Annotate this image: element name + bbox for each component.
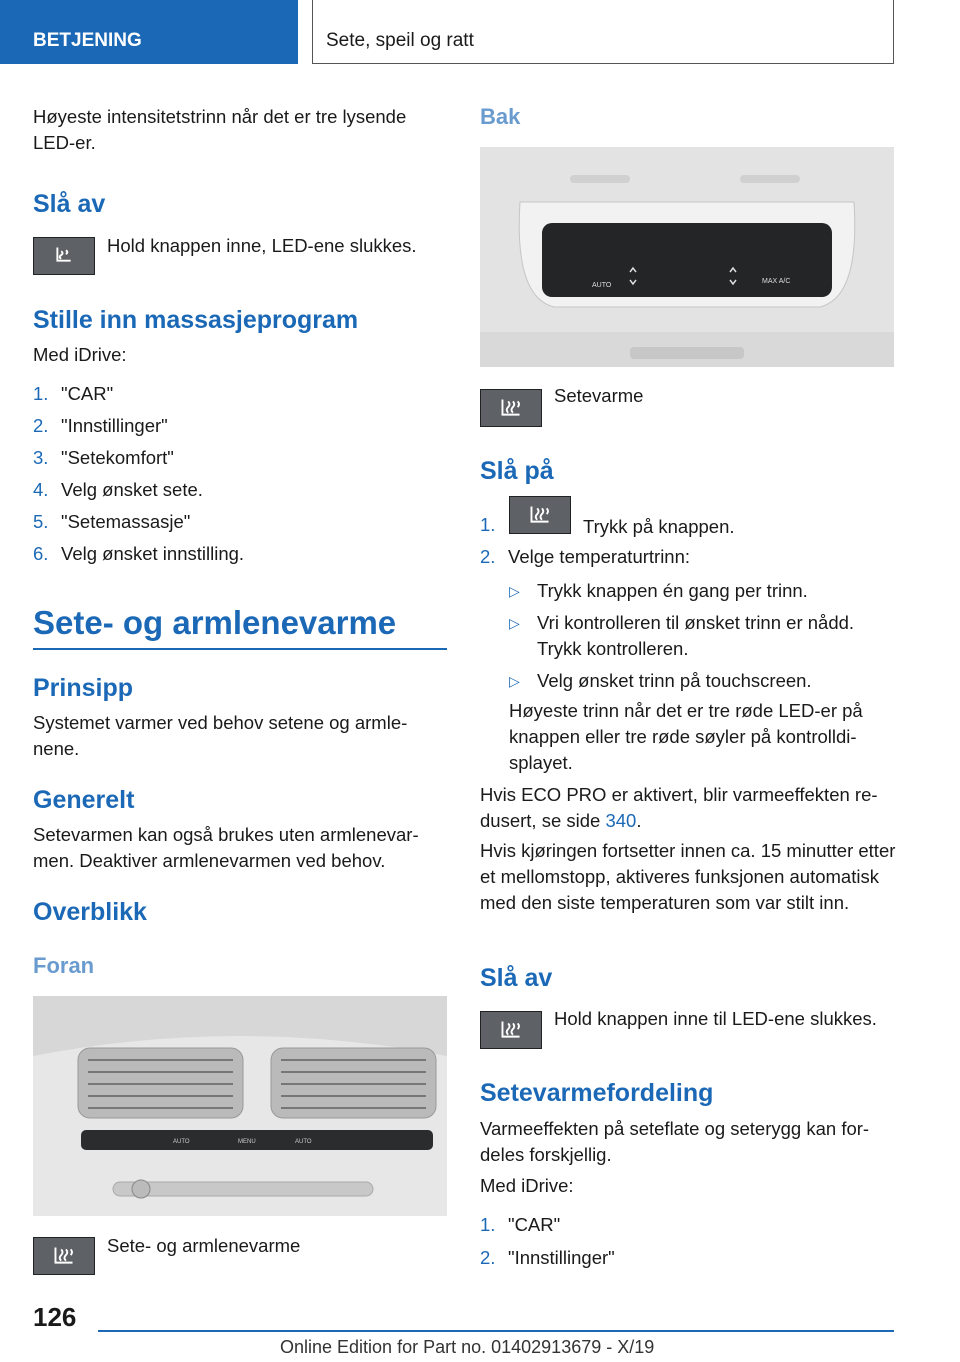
general-heading: Generelt — [33, 786, 135, 814]
rear-console-photo — [480, 147, 894, 367]
rear-caption: Setevarme — [554, 385, 644, 406]
list-item: 1. "CAR" — [33, 383, 114, 404]
front-auto-label-2: AUTO — [295, 1139, 312, 1145]
list-item: 4. Velg ønsket sete. — [33, 479, 203, 500]
on-bullets — [509, 578, 894, 694]
on-step-1: 1. — [480, 514, 496, 535]
seat-heating-button-icon — [33, 1237, 95, 1275]
front-heading: Foran — [33, 953, 95, 978]
list-item: 2. "Innstillinger" — [33, 415, 168, 436]
right-off-text: Hold knappen inne til LED-ene slukkes. — [554, 1008, 877, 1029]
front-auto-label-1: AUTO — [173, 1139, 190, 1145]
on-step-2: 2. Velge temperaturtrinn: — [480, 546, 691, 567]
section-title: Sete- og armlenevarme — [33, 604, 397, 641]
list-item: 3. "Setekomfort" — [33, 447, 174, 468]
rear-max-label: MAX A/C — [762, 278, 791, 285]
on-heading: Slå på — [480, 457, 554, 485]
massage-heading: Stille inn massasjeprogram — [33, 306, 359, 334]
general-text: Setevarmen kan også brukes uten armlenevarmen. Deaktiver armlenevarmen ved behov. — [33, 824, 419, 871]
front-caption: Sete- og armlenevarme — [107, 1235, 301, 1256]
chapter-tab — [312, 0, 894, 64]
rear-heading: Bak — [480, 104, 521, 129]
principle-text: Systemet varmer ved behov setene og armlenene. — [33, 712, 408, 759]
on-step-1-text: Trykk på knappen. — [583, 516, 735, 537]
seat-massage-button-icon — [33, 237, 95, 275]
dist-text: Varmeeffekten på seteflate og seterygg kan fordeles forskjellig. — [480, 1118, 870, 1165]
front-menu-label: MENU — [238, 1139, 256, 1145]
dist-intro: Med iDrive: — [480, 1175, 574, 1196]
eco-text: Hvis ECO PRO er aktivert, blir varmeeffekten redusert, se side 340. — [480, 784, 878, 831]
chapter-label: Sete, speil og ratt — [326, 30, 474, 51]
front-console-photo — [33, 996, 447, 1216]
list-item: 1. "CAR" — [480, 1214, 561, 1235]
stop-text: Hvis kjøringen fortsetter innen ca. 15 minutter etter et mellomstopp, aktiveres funksjonen automatisk med den siste temperaturen som var stilt inn. — [480, 840, 896, 913]
dist-heading: Setevarmefordeling — [480, 1079, 714, 1107]
seat-heating-rear-button-icon — [480, 389, 542, 427]
page-number: 126 — [33, 1302, 77, 1332]
seat-heating-off-button-icon — [480, 1011, 542, 1049]
section-label: BETJENING — [33, 30, 142, 51]
footer-rule — [98, 1330, 894, 1332]
section-rule — [33, 648, 447, 650]
list-item: ▷ Velg ønsket trinn på touchscreen. — [509, 670, 812, 691]
rear-auto-label: AUTO — [592, 282, 612, 289]
list-item: ▷ Vri kontrolleren til ønsket trinn er nådd. Trykk kontrolleren. — [509, 612, 855, 659]
edition-text: Online Edition for Part no. 01402913679 - X/19 — [280, 1337, 655, 1357]
intro-text: Høyeste intensitetstrinn når det er tre lysende LED-er. — [33, 106, 407, 153]
off-text: Hold knappen inne, LED-ene slukkes. — [107, 235, 417, 256]
list-item: 5. "Setemassasje" — [33, 511, 191, 532]
right-off-heading: Slå av — [480, 964, 553, 992]
massage-steps — [33, 381, 433, 573]
off-heading: Slå av — [33, 190, 106, 218]
section-tab — [0, 0, 298, 64]
on-note: Høyeste trinn når det er tre røde LED-er på knappen eller tre røde søyler på kontrolldisplayet. — [509, 700, 863, 773]
dist-steps — [480, 1212, 615, 1278]
massage-intro: Med iDrive: — [33, 344, 127, 365]
seat-heating-step-icon — [509, 496, 571, 534]
list-item: 2. "Innstillinger" — [480, 1247, 615, 1268]
page-link[interactable]: 340 — [605, 810, 637, 831]
list-item: ▷ Trykk knappen én gang per trinn. — [509, 580, 808, 601]
overview-heading: Overblikk — [33, 898, 147, 926]
principle-heading: Prinsipp — [33, 674, 134, 702]
list-item: 6. Velg ønsket innstilling. — [33, 543, 245, 564]
